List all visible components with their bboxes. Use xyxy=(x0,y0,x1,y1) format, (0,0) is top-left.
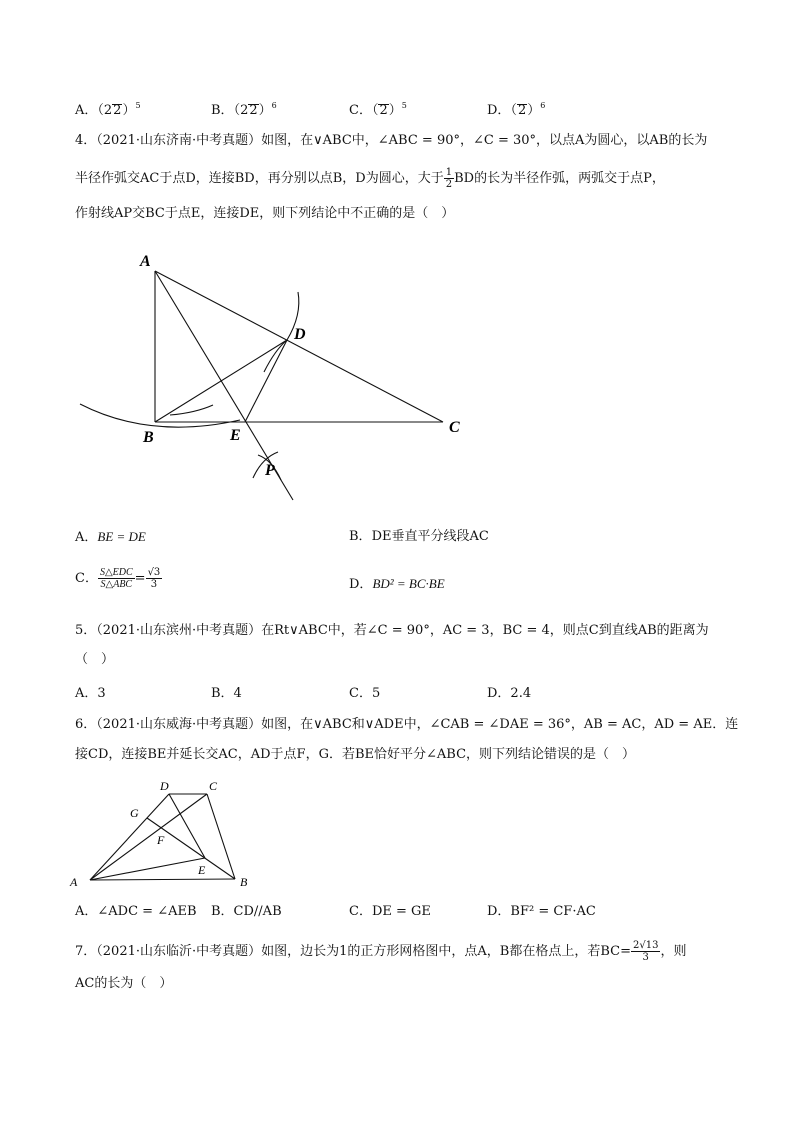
q5-option-c: C．5 xyxy=(349,686,381,701)
q3-option-c: C．$(2)^5$ xyxy=(349,101,407,118)
q5-stem-line2: （ ） xyxy=(75,652,115,667)
q4-label-C: C xyxy=(449,419,460,436)
q4-option-b: B．DE垂直平分线段AC xyxy=(349,529,489,544)
q4-label-A: A xyxy=(140,253,151,270)
q6-seg-AC xyxy=(90,794,207,880)
q4-option-c-ratio: $\frac{\text{S△EDC}}{\text{S△ABC}}$ xyxy=(99,567,133,590)
q3-option-b: B．$(22)^6$ xyxy=(211,101,277,118)
q4-label-P: P xyxy=(265,462,275,479)
q5-stem-line1: 5．（2021·山东滨州·中考真题）在Rt∨ABC中，若∠C = 90°，AC = 3，BC = 4，则点C到直线AB的距离为 xyxy=(75,623,709,638)
q6-seg-DE xyxy=(169,794,205,858)
q6-label-B: B xyxy=(240,875,248,889)
q6-label-E: E xyxy=(198,863,206,877)
q6-label-G: G xyxy=(130,806,139,820)
q6-option-a: A．∠ADC = ∠AEB xyxy=(75,904,197,919)
q6-option-c: C．DE = GE xyxy=(349,904,431,919)
q4-option-c: C． $\frac{\text{S△EDC}}{\text{S△ABC}}$ = $\frac{√3}{3}$ xyxy=(75,567,161,590)
q7-stem-line2: AC的长为（ ） xyxy=(75,976,173,991)
q6-option-b: B．CD//AB xyxy=(211,904,282,919)
q4-stem-line2: 半径作弧交AC于点D，连接BD，再分别以点B，D为圆心，大于 $\frac{1}{2}$ BD的长为半径作弧，两弧交于点P， xyxy=(75,167,665,190)
q4-option-d: D．BD² = BC·BE xyxy=(349,576,445,592)
q6-label-D: D xyxy=(160,779,169,793)
q7-stem-line1: 7．（2021·山东临沂·中考真题）如图，边长为1的正方形网格图中，点A，B都在格点上，若BC= $\frac{2√13}{3}$ ，则 xyxy=(75,940,687,963)
q6-stem-line2: 接CD，连接BE并延长交AC，AD于点F，G．若BE恰好平分∠ABC，则下列结论错误的是（ ） xyxy=(75,747,636,762)
q4-label-B: B xyxy=(143,429,154,446)
q4-stem-line3: 作射线AP交BC于点E，连接DE，则下列结论中不正确的是（ ） xyxy=(75,206,455,221)
q3-option-d: D．$(2)^6$ xyxy=(487,101,546,118)
q6-seg-BG xyxy=(147,818,235,879)
q4-stem-line1: 4．（2021·山东济南·中考真题）如图，在∨ABC中，∠ABC = 90°，∠C = 30°，以点A为圆心，以AB的长为 xyxy=(75,133,708,148)
q4-label-D: D xyxy=(294,326,306,343)
q6-seg-CB xyxy=(207,794,235,879)
q4-option-c-value: $\frac{√3}{3}$ xyxy=(147,567,161,590)
q4-fraction-half: $\frac{1}{2}$ xyxy=(445,167,453,190)
q3-option-a: A．$(22)^5$ xyxy=(75,101,141,118)
q6-option-d: D．BF² = CF·AC xyxy=(487,904,596,919)
q7-fraction: $\frac{2√13}{3}$ xyxy=(632,940,659,963)
q4-label-E: E xyxy=(230,427,241,444)
q4-option-a: A．BE = DE xyxy=(75,529,146,545)
q6-stem-line1: 6．（2021·山东威海·中考真题）如图，在∨ABC和∨ADE中，∠CAB = ∠DAE = 36°，AB = AC，AD = AE．连 xyxy=(75,717,739,732)
q5-option-b: B．4 xyxy=(211,686,242,701)
q6-label-A: A xyxy=(70,875,78,889)
q6-seg-AB xyxy=(90,879,235,880)
q5-option-a: A．3 xyxy=(75,686,106,701)
q6-label-F: F xyxy=(157,833,165,847)
q5-option-d: D．2.4 xyxy=(487,686,532,701)
q6-label-C: C xyxy=(209,779,218,793)
